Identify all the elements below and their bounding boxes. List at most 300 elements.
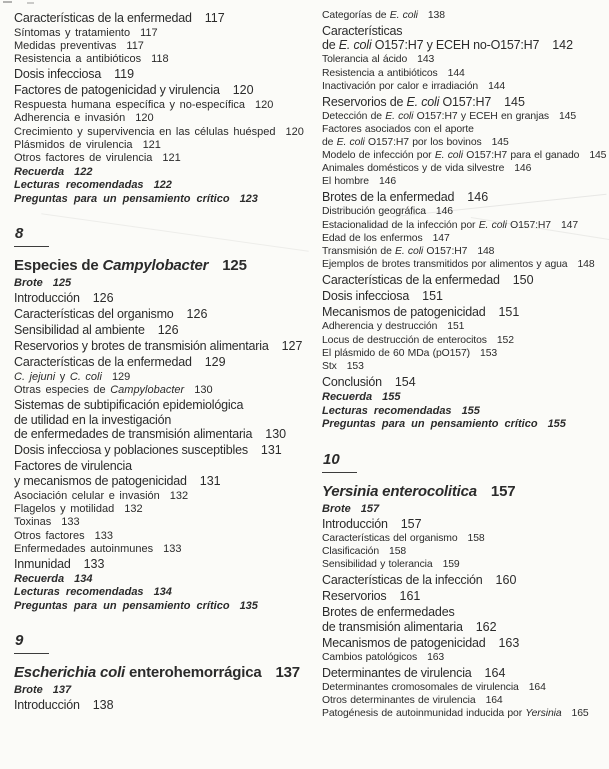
toc-text: de	[322, 136, 337, 148]
toc-line	[322, 273, 598, 288]
toc-line	[322, 68, 598, 81]
toc-entry	[14, 193, 316, 206]
page-number: 165	[571, 708, 589, 719]
page-number: 120	[255, 99, 274, 111]
page-number: 160	[495, 573, 517, 587]
toc-text: Lecturas recomendadas	[14, 179, 144, 191]
toc-line	[322, 335, 598, 348]
toc-text: enterohemorrágica	[125, 664, 262, 682]
toc-text: Características de la infección	[322, 573, 483, 587]
toc-entry	[14, 83, 316, 98]
toc-line	[322, 533, 598, 546]
page-number: 119	[114, 67, 135, 81]
toc-entry	[322, 233, 598, 246]
toc-line	[322, 81, 598, 94]
toc-text: Mecanismos de patogenicidad	[322, 635, 486, 650]
toc-text: Inmunidad	[14, 556, 71, 571]
chapter-title	[322, 483, 598, 500]
page-number: 134	[153, 586, 172, 599]
page-number: 164	[528, 681, 546, 693]
page-number: 135	[239, 599, 258, 612]
toc-entry	[14, 67, 316, 82]
toc-entry	[322, 190, 598, 205]
toc-line	[322, 418, 598, 431]
page-number: 144	[447, 67, 465, 79]
toc-text: Transmisión de	[322, 246, 396, 257]
toc-line	[322, 321, 598, 334]
species-name: E. coli	[395, 246, 424, 257]
toc-entry	[322, 335, 598, 348]
toc-text: Sistemas de subtipificación epidemiológica	[14, 398, 244, 413]
toc-text: Características del organismo	[322, 532, 458, 544]
toc-line	[14, 573, 316, 586]
toc-entry	[14, 99, 316, 112]
toc-text: Preguntas para un pensamiento crítico	[14, 192, 230, 205]
toc-text: Brote	[14, 277, 43, 289]
toc-text: de enfermedades de transmisión alimentaria	[14, 427, 253, 442]
page-number: 125	[52, 277, 72, 289]
toc-text: y mecanismos de patogenicidad	[14, 473, 187, 488]
toc-text: Características del organismo	[14, 307, 174, 321]
page-number: 162	[475, 619, 497, 634]
toc-text: Sensibilidad al ambiente	[14, 323, 145, 337]
toc-line	[14, 698, 316, 713]
toc-text: Introducción	[14, 698, 80, 713]
page-number: 153	[480, 347, 498, 359]
toc-line	[322, 682, 598, 695]
page-number: 146	[378, 176, 397, 188]
toc-line	[322, 289, 598, 304]
toc-entry	[14, 573, 316, 586]
page-number: 145	[589, 149, 607, 161]
toc-entry	[14, 698, 316, 713]
toc-text: Adherencia e invasión	[14, 112, 126, 125]
toc-text: Enfermedades autoinmunes	[14, 542, 154, 555]
chapter-number	[14, 632, 316, 654]
toc-text: 9	[15, 632, 24, 650]
toc-text: Dosis infecciosa y poblaciones susceptibles	[14, 443, 248, 458]
page-number: 129	[204, 355, 226, 369]
toc-entry	[322, 176, 598, 189]
page-number: 137	[52, 684, 72, 697]
toc-line	[14, 600, 316, 613]
toc-text: de transmisión alimentaria	[322, 619, 463, 634]
toc-text: Asociación celular e invasión	[14, 489, 160, 502]
toc-line	[322, 483, 598, 500]
toc-line	[322, 305, 598, 320]
toc-entry	[322, 605, 598, 634]
toc-line	[322, 573, 598, 588]
toc-text: O157:H7 para el ganado	[462, 149, 580, 161]
toc-text: Resistencia a antibióticos	[322, 67, 438, 79]
toc-text: Detección de	[322, 110, 386, 122]
toc-line	[322, 190, 598, 205]
toc-text: El plásmido de 60 MDa (pO157)	[322, 347, 471, 359]
toc-line	[14, 427, 316, 442]
toc-entry	[14, 11, 316, 26]
page-number: 146	[514, 163, 532, 174]
page-number: 148	[577, 259, 595, 271]
page-number: 133	[61, 516, 80, 529]
page-number: 121	[162, 152, 181, 164]
toc-line	[322, 246, 598, 259]
toc-text: Características	[322, 23, 403, 38]
species-name: Yersinia enterocolitica	[322, 482, 477, 500]
page-number: 145	[491, 136, 509, 148]
species-name: E. coli	[389, 9, 418, 21]
toc-text: Cambios patológicos	[322, 651, 418, 663]
toc-line	[322, 517, 598, 532]
toc-entry	[14, 53, 316, 66]
toc-text: de utilidad en la investigación	[14, 412, 172, 427]
page-number: 150	[512, 273, 534, 288]
page-number: 155	[547, 418, 566, 430]
toc-line	[322, 451, 357, 473]
page-number: 120	[285, 125, 304, 138]
toc-line	[14, 323, 316, 338]
page-number: 144	[488, 80, 506, 92]
page-number: 137	[275, 664, 300, 682]
toc-line	[14, 443, 316, 458]
toc-text: Ejemplos de brotes transmitidos por alimentos y agua	[322, 259, 568, 271]
toc-entry	[14, 384, 316, 397]
toc-text: Inactivación por calor e irradiación	[322, 80, 479, 92]
toc-text: Modelo de infección por	[322, 149, 435, 161]
page-number: 117	[204, 10, 225, 25]
toc-line	[322, 636, 598, 651]
toc-entry	[322, 517, 598, 532]
page-number: 164	[485, 694, 503, 706]
page-number: 152	[496, 334, 514, 346]
toc-line	[14, 67, 316, 82]
toc-line	[322, 666, 598, 681]
toc-text: Recuerda	[14, 572, 65, 585]
toc-text: Factores de virulencia	[14, 459, 132, 474]
toc-entry	[14, 459, 316, 488]
toc-entry	[14, 179, 316, 192]
species-name: C. jejuni	[14, 371, 56, 383]
species-name: Campylobacter	[102, 257, 209, 274]
toc-entry	[322, 220, 598, 233]
toc-entry	[322, 666, 598, 681]
toc-entry	[322, 111, 598, 124]
toc-text: Otros factores de virulencia	[14, 152, 153, 164]
toc-column-left	[14, 9, 316, 714]
page-number: 130	[265, 427, 287, 442]
toc-line	[322, 111, 598, 124]
toc-entry	[322, 124, 598, 149]
page-number: 146	[467, 190, 489, 205]
toc-line	[14, 257, 316, 274]
toc-line	[14, 53, 316, 66]
toc-line	[322, 375, 598, 390]
page-number: 132	[124, 503, 143, 515]
toc-line	[322, 124, 598, 137]
toc-text: Locus de destrucción de enterocitos	[322, 334, 487, 346]
scan-artifact	[27, 2, 34, 4]
toc-text: Reservorios y brotes de transmisión alimentaria	[14, 339, 269, 353]
toc-text: Preguntas para un pensamiento crítico	[322, 418, 538, 430]
page-number: 163	[427, 651, 445, 663]
page-number: 143	[417, 54, 435, 66]
toc-entry	[14, 557, 316, 572]
toc-line	[14, 139, 316, 152]
toc-text: Introducción	[322, 516, 388, 531]
toc-line	[322, 220, 598, 233]
toc-text: Brote	[322, 502, 351, 515]
toc-text: Características de la enfermedad	[14, 355, 192, 369]
toc-line	[14, 307, 316, 322]
toc-text: Distribución geográfica	[322, 206, 426, 218]
species-name: E. coli	[385, 110, 414, 122]
page-number: 120	[135, 112, 154, 125]
toc-text: Reservorios de	[322, 94, 407, 109]
toc-entry	[322, 361, 598, 374]
toc-text: Clasificación	[322, 545, 380, 557]
toc-entry	[322, 708, 598, 721]
toc-text: 10	[323, 450, 340, 468]
toc-entry	[14, 152, 316, 165]
page-number: 126	[92, 291, 114, 305]
page-number: 133	[94, 529, 113, 542]
toc-entry	[14, 277, 316, 290]
toc-line	[322, 54, 598, 67]
toc-text: O157:H7	[439, 94, 492, 109]
toc-entry	[14, 355, 316, 370]
species-name: Yersinia	[525, 708, 562, 719]
toc-line	[14, 11, 316, 26]
toc-line	[14, 503, 316, 516]
toc-entry	[322, 405, 598, 418]
toc-text: Otras especies de	[14, 384, 111, 397]
toc-line	[322, 708, 598, 721]
toc-text: Introducción	[14, 291, 80, 305]
toc-entry	[14, 371, 316, 384]
chapter-number	[322, 451, 598, 473]
toc-entry	[322, 163, 598, 176]
page-number: 148	[477, 246, 495, 257]
toc-entry	[14, 112, 316, 125]
toc-line	[14, 193, 316, 206]
toc-line	[14, 27, 316, 40]
toc-text: Animales domésticos y de vida silvestre	[322, 163, 505, 174]
page-number: 164	[484, 665, 506, 680]
toc-entry	[14, 490, 316, 503]
chapter-title	[14, 664, 316, 681]
toc-entry	[14, 291, 316, 306]
toc-text: Tolerancia al ácido	[322, 54, 408, 66]
toc-entry	[322, 95, 598, 110]
toc-entry	[14, 339, 316, 354]
page-number: 147	[561, 219, 579, 231]
page-number: 126	[186, 307, 208, 321]
toc-text: Factores de patogenicidad y virulencia	[14, 83, 220, 97]
toc-line	[14, 166, 316, 179]
species-name: C. coli	[69, 371, 102, 383]
toc-text: Lecturas recomendadas	[14, 586, 144, 599]
toc-line	[14, 516, 316, 529]
toc-entry	[322, 559, 598, 572]
page-number: 147	[432, 232, 450, 244]
page-number: 132	[169, 489, 189, 502]
toc-text: Características de la enfermedad	[14, 10, 192, 25]
toc-entry	[14, 307, 316, 322]
toc-text: Preguntas para un pensamiento crítico	[14, 599, 230, 612]
toc-text: 8	[15, 225, 24, 242]
toc-entry	[322, 24, 598, 53]
page-number: 145	[558, 110, 577, 122]
chapter-title	[14, 257, 316, 274]
toc-text: O157:H7	[423, 246, 468, 257]
toc-entry	[14, 323, 316, 338]
toc-entry	[14, 398, 316, 442]
toc-entry	[322, 10, 598, 23]
toc-entry	[322, 206, 598, 219]
toc-entry	[322, 375, 598, 390]
species-name: E. coli	[336, 136, 365, 148]
toc-text: Resistencia a antibióticos	[14, 53, 142, 65]
toc-line	[14, 398, 316, 413]
toc-line	[322, 559, 598, 572]
page-number: 146	[435, 206, 453, 218]
page-number: 120	[232, 83, 254, 97]
page-number: 158	[467, 532, 485, 544]
toc-line	[322, 546, 598, 559]
species-name: Campylobacter	[110, 384, 185, 397]
toc-line	[14, 339, 316, 354]
toc-text: Sensibilidad y tolerancia	[322, 559, 433, 570]
page-number: 122	[153, 179, 172, 191]
toc-line	[14, 355, 316, 370]
toc-line	[322, 503, 598, 516]
page-number: 145	[504, 94, 525, 109]
page-number: 154	[394, 375, 416, 389]
toc-line	[322, 605, 598, 620]
toc-line	[14, 664, 316, 681]
toc-line	[14, 586, 316, 599]
toc-line	[322, 163, 598, 176]
toc-text: Crecimiento y supervivencia en las células huésped	[14, 125, 276, 138]
page-number: 138	[92, 698, 114, 713]
page-number: 155	[382, 391, 401, 403]
toc-entry	[322, 289, 598, 304]
toc-line	[322, 149, 607, 163]
toc-entry	[322, 54, 598, 67]
toc-entry	[14, 27, 316, 40]
page-number: 127	[281, 339, 303, 353]
toc-line	[322, 233, 598, 246]
toc-line	[14, 530, 316, 543]
toc-text: Otros factores	[14, 529, 85, 542]
toc-text: Recuerda	[322, 391, 373, 403]
toc-text: Reservorios	[322, 589, 387, 603]
toc-entry	[322, 149, 607, 163]
toc-line	[322, 38, 598, 53]
toc-text: Dosis infecciosa	[14, 67, 102, 81]
toc-entry	[322, 589, 598, 604]
page-number: 131	[199, 473, 221, 488]
toc-line	[322, 137, 598, 150]
toc-entry	[322, 81, 598, 94]
toc-text: Conclusión	[322, 375, 382, 389]
toc-text: O157:H7 y ECEH en granjas	[413, 110, 549, 122]
page-number: 151	[422, 289, 443, 304]
page-number: 161	[399, 589, 421, 603]
toc-entry	[14, 139, 316, 152]
toc-text: Recuerda	[14, 165, 65, 178]
toc-entry	[322, 533, 598, 546]
toc-text: Brote	[14, 684, 43, 697]
toc-line	[322, 95, 598, 110]
toc-column-right	[322, 9, 607, 721]
toc-text: Otros determinantes de virulencia	[322, 694, 476, 706]
toc-entry	[322, 546, 598, 559]
toc-entry	[14, 516, 316, 529]
page-number: 121	[142, 138, 161, 151]
toc-text: Factores asociados con el aporte	[322, 124, 474, 135]
scan-artifact	[3, 1, 12, 3]
toc-line	[322, 620, 598, 635]
toc-line	[14, 371, 316, 384]
toc-line	[322, 10, 598, 23]
page-number: 123	[239, 192, 258, 205]
page-number: 134	[74, 572, 93, 585]
page-number: 122	[74, 165, 93, 178]
page-number: 131	[260, 443, 282, 458]
toc-line	[322, 652, 598, 665]
toc-text: Toxinas	[14, 516, 52, 529]
toc-text: O157:H7	[506, 219, 551, 231]
toc-line	[14, 632, 49, 654]
toc-text: Categorías de	[322, 9, 390, 21]
toc-entry	[322, 573, 598, 588]
toc-entry	[322, 246, 598, 259]
toc-line	[322, 589, 598, 604]
toc-line	[14, 291, 316, 306]
toc-text: Stx	[322, 361, 337, 372]
chapter-number	[14, 225, 316, 247]
toc-line	[14, 543, 316, 556]
species-name: E. coli	[338, 38, 372, 53]
page-number: 126	[157, 323, 179, 337]
page-number: 133	[163, 542, 182, 555]
species-name: E. coli	[434, 149, 463, 161]
toc-entry	[322, 391, 598, 404]
toc-text: Características de la enfermedad	[322, 273, 500, 288]
page-number: 153	[346, 361, 364, 372]
page-number: 151	[498, 305, 520, 320]
toc-line	[14, 413, 316, 428]
toc-line	[14, 40, 316, 53]
toc-text: O157:H7 y ECEH no-O157:H7	[371, 38, 540, 53]
toc-entry	[322, 68, 598, 81]
toc-entry	[322, 321, 598, 334]
toc-line	[322, 361, 598, 374]
page-number: 138	[427, 9, 445, 21]
page-number: 163	[498, 635, 520, 650]
page-number: 157	[400, 516, 422, 531]
toc-line	[14, 384, 316, 397]
toc-text: El hombre	[322, 176, 369, 188]
page-number: 151	[447, 321, 465, 333]
toc-text: de	[322, 38, 339, 53]
page-number: 118	[151, 53, 169, 65]
toc-line	[14, 225, 49, 247]
toc-line	[14, 684, 316, 697]
toc-entry	[14, 530, 316, 543]
toc-entry	[322, 682, 598, 695]
toc-text: Respuesta humana específica y no-específica	[14, 99, 246, 111]
